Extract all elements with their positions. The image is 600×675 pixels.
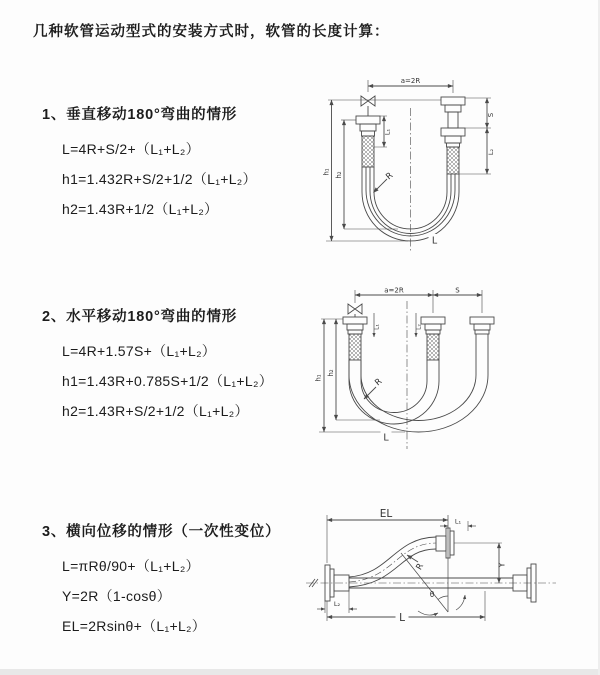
dimension-label: Y [497,562,507,568]
hose-fitting-right [470,317,494,334]
dimension-label: a=2R [400,77,421,85]
hose-fitting-right [441,97,465,174]
radius-label: R [373,376,385,389]
formula-line: L=πRθ/90+（L₁+L₂） [62,558,200,574]
section-2-heading: 2、水平移动180°弯曲的情形 [42,309,238,325]
section-2-formulas [62,336,273,426]
page-title: 几种软管运动型式的安装方式时，软管的长度计算： [33,24,390,40]
formula-line: L=4R+S/2+（L₁+L₂） [62,141,200,157]
braided-hose [349,334,361,360]
dimension-a2r [355,290,482,313]
radius-label: R [414,561,427,573]
formula-line: h1=1.43R+0.785S+1/2（L₁+L₂） [62,373,273,389]
formula-line: h2=1.43R+1/2（L₁+L₂） [62,201,219,217]
dimension-label: L₁ [373,324,381,330]
dimension-label: L₁ [454,517,462,526]
length-label: L [399,612,405,624]
radius-label: R [384,170,396,183]
hose-straight [349,578,513,588]
valve-icon [361,96,375,116]
diagram-2-horizontal-bend [310,283,588,455]
dimension-h1 [326,100,441,241]
braided-hose [362,136,374,167]
dimension-label: L₂ [487,148,495,156]
angle-marker [401,553,465,615]
hose-fitting-left [343,317,367,360]
hose-fitting-middle [421,317,445,360]
braided-hose [427,334,439,360]
dimension-label: L₂ [415,324,423,330]
formula-line: EL=2Rsinθ+（L₁+L₂） [62,618,207,634]
diagram-1-vertical-bend [318,72,583,257]
section-1 [42,103,257,224]
dimension-label: L₁ [383,128,392,136]
hose-curve [349,334,488,432]
dimension-label: h₁ [322,168,331,176]
hose-fitting-left [356,116,380,167]
formula-line: h1=1.432R+S/2+1/2（L₁+L₂） [62,171,257,187]
dimension-label: S [487,112,495,118]
length-label: L [431,235,438,247]
section-1-formulas [62,134,257,224]
section-2 [42,305,273,426]
dimension-label: h₂ [335,171,343,179]
dimension-label: h₁ [314,374,323,382]
dimension-label: a=2R [384,286,404,295]
dimension-label: L₂ [333,600,341,608]
formula-line: h2=1.43R+S/2+1/2（L₁+L₂） [62,403,249,419]
section-1-heading: 1、垂直移动180°弯曲的情形 [42,107,238,123]
diagram-3-lateral-displacement [298,505,596,645]
hose-curve-displaced [349,537,436,587]
dimension-el [327,515,448,563]
dimension-label: S [455,286,460,295]
dimension-label: EL [379,508,393,520]
dimension-l [327,591,485,624]
valve-icon [348,304,362,317]
dimension-label: h₂ [327,369,335,377]
radius-leader [374,179,388,193]
section-3-formulas [62,551,280,641]
braided-hose [447,147,459,174]
formula-line: L=4R+1.57S+（L₁+L₂） [62,343,217,359]
length-label: L [383,432,389,444]
flange-right-displaced [436,528,454,558]
section-3 [42,520,280,641]
formula-line: Y=2R（1-cosθ） [62,588,172,604]
section-3-heading: 3、横向位移的情形（一次性变位） [42,524,281,540]
scan-edge [0,669,600,675]
angle-label: θ [429,590,435,599]
